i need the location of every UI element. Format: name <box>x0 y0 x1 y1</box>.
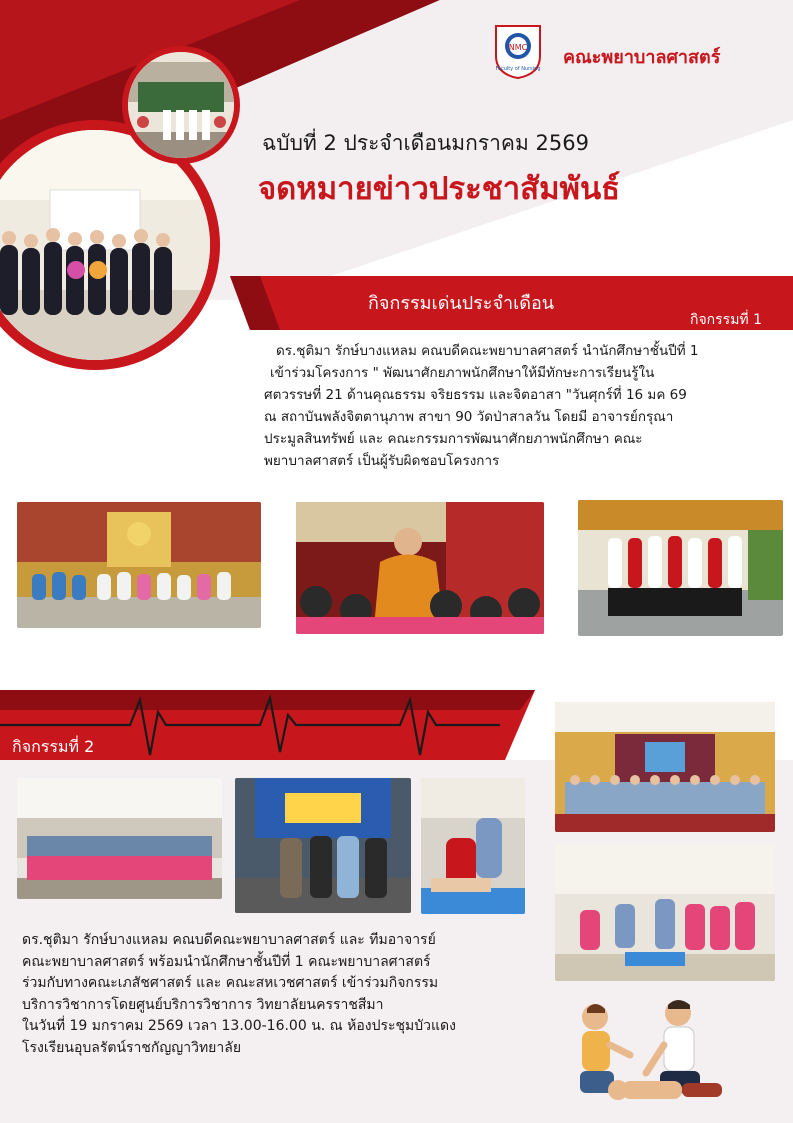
cpr-illustration <box>560 995 730 1115</box>
svg-text:NMC: NMC <box>508 43 528 52</box>
students-hall-photo <box>17 778 222 899</box>
faculty-logo <box>492 22 544 80</box>
issue-line: ฉบับที่ 2 ประจำเดือนมกราคม 2569 <box>262 131 589 155</box>
activity1-line: ศตวรรษที่ 21 ด้านคุณธรรม จริยธรรม และจิตอาสา "วันศุกร์ที่ 16 มค 69 <box>264 387 687 403</box>
activity2-line: คณะพยาบาลศาสตร์ พร้อมนำนักศึกษาชั้นปีที่ 1 คณะพยาบาลศาสตร์ <box>22 953 431 970</box>
newsletter-title: จดหมายข่าวประชาสัมพันธ์ <box>258 171 621 207</box>
activity2-line: ร่วมกับทางคณะเภสัชศาสตร์ และ คณะสหเวชศาสตร์ เข้าร่วมกิจกรรม <box>22 975 439 991</box>
svg-text:Faculty of Nursing: Faculty of Nursing <box>495 66 541 72</box>
auditorium-group-photo <box>555 702 775 832</box>
cpr-demo-photo <box>421 778 525 914</box>
activity2-description <box>22 930 542 1059</box>
activity2-line: ในวันที่ 19 มกราคม 2569 เวลา 13.00-16.00 น. ณ ห้องประชุมบัวแดง <box>22 1018 456 1034</box>
activity1-line: เข้าร่วมโครงการ " พัฒนาศักยภาพนักศึกษาให้มีทักษะการเรียนรู้ใน <box>270 365 655 381</box>
volunteer-cleaning-photo <box>578 500 783 636</box>
activity2-line: บริการวิชาการโดยศูนย์บริการวิชาการ วิทยาลัยนครราชสีมา <box>22 996 384 1013</box>
activity1-description <box>264 340 782 472</box>
activity1-line: ดร.ชุติมา รักษ์บางแหลม คณบดีคณะพยาบาลศาสตร์ นำนักศึกษาชั้นปีที่ 1 <box>276 343 699 359</box>
activity2-line: ดร.ชุติมา รักษ์บางแหลม คณบดีคณะพยาบาลศาสตร์ และ ทีมอาจารย์ <box>22 932 436 948</box>
activity1-line: ประมูลสินทรัพย์ และ คณะกรรมการพัฒนาศักยภาพนักศึกษา คณะ <box>264 431 643 447</box>
activity2-line: โรงเรียนอุบลรัตน์ราชกัญญาวิทยาลัย <box>22 1039 242 1056</box>
cpr-training-photo <box>555 844 775 981</box>
activity1-line: ณ สถาบันพลังจิตตานุภาพ สาขา 90 วัดป่าสาลวัน โดยมี อาจารย์กรุณา <box>264 409 674 425</box>
faculty-name: คณะพยาบาลศาสตร์ <box>563 47 721 68</box>
section1-banner-text: กิจกรรมเด่นประจำเดือน <box>368 293 555 314</box>
building-photo-circle <box>128 52 234 158</box>
monk-talk-photo <box>296 502 544 634</box>
certificate-photo <box>235 778 411 913</box>
activity1-label: กิจกรรมที่ 1 <box>690 312 763 328</box>
activity2-label: กิจกรรมที่ 2 <box>12 737 95 756</box>
temple-group-photo <box>17 502 261 628</box>
activity1-line: พยาบาลศาสตร์ เป็นผู้รับผิดชอบโครงการ <box>264 453 500 469</box>
